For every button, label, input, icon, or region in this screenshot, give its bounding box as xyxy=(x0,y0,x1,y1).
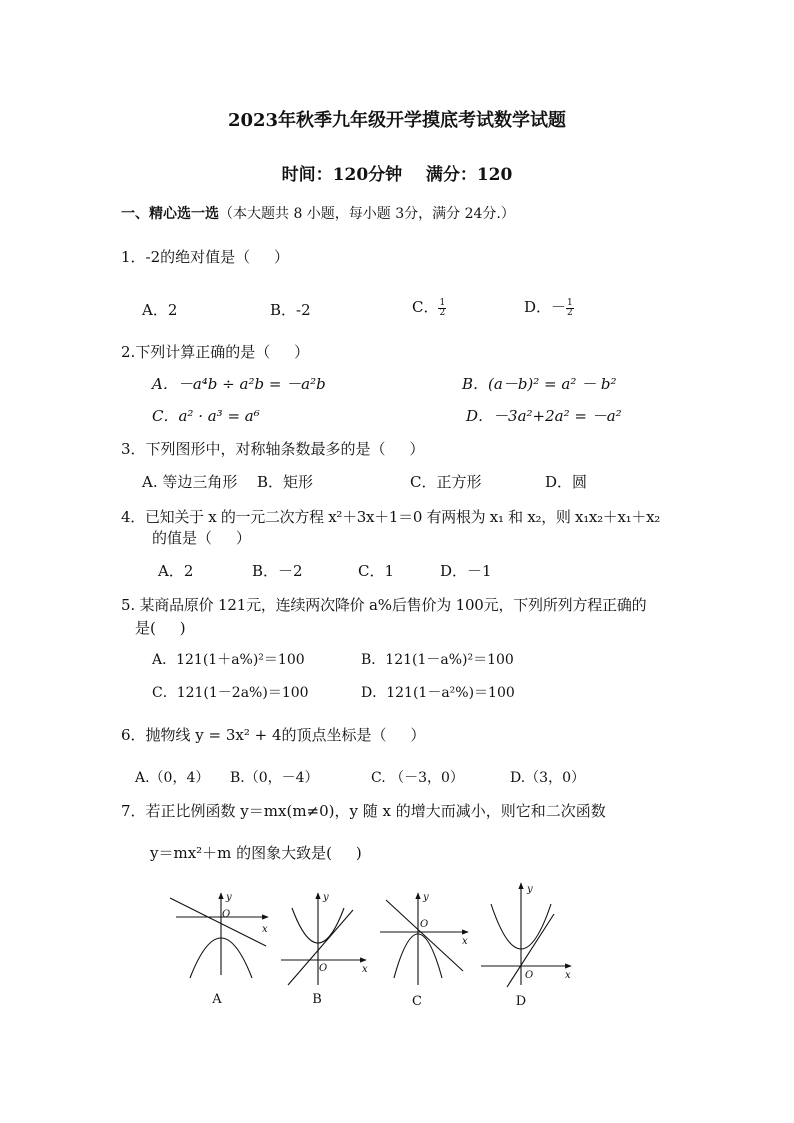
graph-d-label: D xyxy=(515,994,527,1009)
fraction-half xyxy=(438,299,446,318)
section-heading xyxy=(121,203,515,223)
page-title: 2023年秋季九年级开学摸底考试数学试题 xyxy=(227,110,567,131)
fraction-denominator: 2 xyxy=(439,307,446,318)
fraction-numerator: 1 xyxy=(439,297,446,308)
question-6-stem: 6．抛物线 y = 3x² + 4的顶点坐标是（ ） xyxy=(121,726,426,744)
graph-b-label: B xyxy=(312,992,322,1007)
graph-d-x-label: x xyxy=(565,970,571,981)
question-5-line-1: 5. 某商品原价 121元，连续两次降价 a%后售价为 100元，下列所列方程正确的 xyxy=(121,596,647,614)
question-2-option-b: B．(a－b)² = a² － b² xyxy=(462,375,617,393)
question-4-option-b: B．－2 xyxy=(252,562,303,580)
question-3-option-d: D．圆 xyxy=(545,473,588,491)
question-3-option-b: B．矩形 xyxy=(257,473,314,491)
question-4-option-c: C．1 xyxy=(358,562,395,580)
question-7-line-2: y＝mx²＋m 的图象大致是( ) xyxy=(150,844,362,862)
option-c-label: C． xyxy=(412,298,439,316)
question-1-option-b: B．-2 xyxy=(270,301,311,319)
question-6-option-d: D.（3，0） xyxy=(510,770,585,786)
question-1-stem: 1．-2的绝对值是（ ） xyxy=(121,248,289,266)
question-4-line-1: 4．已知关于 x 的一元二次方程 x²＋3x＋1＝0 有两根为 x₁ 和 x₂，则 x₁x₂＋x₁＋x₂ xyxy=(121,508,660,526)
question-4-option-a: A．2 xyxy=(158,562,194,580)
graph-c-y-label: y xyxy=(423,892,429,903)
question-1-option-a: A．2 xyxy=(142,301,178,319)
graph-a-origin: O xyxy=(222,909,231,920)
graph-a xyxy=(170,893,268,978)
section-note: （本大题共 8 小题，每小题 3分，满分 24分.） xyxy=(219,206,515,222)
page-subtitle: 时间：120分钟 满分：120 xyxy=(281,165,513,185)
question-5-option-a: A．121(1＋a%)²＝100 xyxy=(152,652,305,668)
graph-c-origin: O xyxy=(420,919,429,930)
graph-a-label: A xyxy=(212,992,222,1007)
question-5-option-b: B．121(1－a%)²＝100 xyxy=(361,652,514,668)
question-5-line-2: 是( ) xyxy=(135,619,186,637)
graph-b-x-label: x xyxy=(362,964,368,975)
question-6-option-a: A.（0，4） xyxy=(135,770,210,786)
question-4-line-2: 的值是（ ） xyxy=(152,529,251,547)
question-7-line-1: 7．若正比例函数 y＝mx(m≠0)，y 随 x 的增大而减小，则它和二次函数 xyxy=(121,802,606,820)
question-3-option-c: C．正方形 xyxy=(410,473,482,491)
graph-c-x-label: x xyxy=(462,936,468,947)
question-2-stem: 2.下列计算正确的是（ ） xyxy=(121,343,310,361)
question-5-option-d: D．121(1－a²%)＝100 xyxy=(361,685,515,701)
graph-d-origin: O xyxy=(525,970,534,981)
question-2-option-d: D．－3a²+2a² = －a² xyxy=(466,407,622,425)
question-4-option-d: D．－1 xyxy=(440,562,492,580)
graph-d-y-label: y xyxy=(527,884,533,895)
fraction-half xyxy=(566,299,574,318)
question-2-option-a: A．－a⁴b ÷ a²b = －a²b xyxy=(152,375,326,393)
option-d-label: D．－ xyxy=(524,298,567,316)
question-1-option-d xyxy=(524,296,574,318)
graph-c xyxy=(380,893,468,985)
fraction-numerator: 1 xyxy=(567,297,573,308)
graph-c-label: C xyxy=(412,994,422,1009)
fraction-denominator: 2 xyxy=(567,307,573,318)
graph-b-origin: O xyxy=(319,963,328,974)
question-1-option-c xyxy=(412,296,446,318)
graph-a-x-label: x xyxy=(262,924,268,935)
question-3-stem: 3．下列图形中，对称轴条数最多的是（ ） xyxy=(121,440,425,458)
question-2-option-c: C．a² · a³ = a⁶ xyxy=(152,407,260,425)
line xyxy=(386,900,463,971)
question-6-option-b: B.（0，－4） xyxy=(230,770,319,786)
graph-a-y-label: y xyxy=(226,892,232,903)
question-6-option-c: C. （－3，0） xyxy=(371,770,464,786)
graph-b-y-label: y xyxy=(323,892,329,903)
section-label: 一、精心选一选 xyxy=(121,206,219,222)
answer-graphs xyxy=(0,875,794,1015)
question-5-option-c: C．121(1－2a%)＝100 xyxy=(152,685,309,701)
question-3-option-a: A. 等边三角形 xyxy=(142,473,238,491)
